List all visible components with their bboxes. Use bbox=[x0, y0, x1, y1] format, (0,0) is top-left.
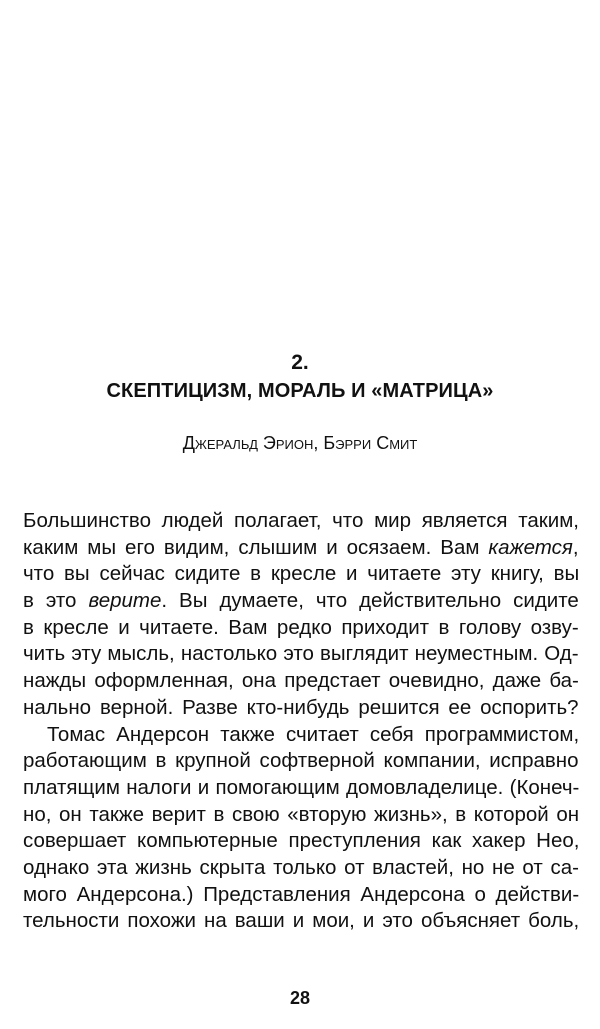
text-line bbox=[23, 508, 579, 535]
text-segment: что вы сейчас сидите в кресле и читаете эту книгу, вы bbox=[23, 562, 580, 586]
text-segment: тельности похожи на ваши и мои, и это объясняет боль, bbox=[23, 909, 580, 933]
italic-text: кажется bbox=[488, 535, 573, 559]
chapter-number: 2. bbox=[291, 351, 309, 374]
chapter-title: СКЕПТИЦИЗМ, МОРАЛЬ И «МАТРИЦА» bbox=[106, 380, 494, 402]
text-line bbox=[23, 535, 579, 562]
text-segment: чить эту мысль, настолько это выглядит неуместным. Од- bbox=[23, 642, 579, 666]
text-line bbox=[23, 908, 579, 935]
body-text bbox=[23, 508, 579, 935]
text-segment: платящим налоги и помогающим домовладелице. (Конеч- bbox=[23, 775, 580, 799]
text-line bbox=[23, 722, 579, 749]
text-segment: но, он также верит в свою «вторую жизнь», в которой он bbox=[23, 802, 580, 826]
italic-text: верите bbox=[88, 589, 162, 613]
text-segment: каким мы его видим, слышим и осязаем. Вам bbox=[23, 535, 489, 559]
text-line bbox=[23, 588, 579, 615]
text-segment: работающим в крупной софтверной компании, исправно bbox=[23, 749, 579, 773]
text-segment: однако эта жизнь скрыта только от властей, но не от са- bbox=[23, 855, 579, 879]
text-segment: мого Андерсона.) Представления Андерсона о действи- bbox=[23, 882, 580, 906]
text-line bbox=[23, 828, 579, 855]
text-line bbox=[23, 748, 579, 775]
text-segment: совершает компьютерные преступления как хакер Нео, bbox=[23, 829, 580, 853]
text-line bbox=[23, 855, 579, 882]
chapter-authors: Джеральд Эрион, Бэрри Смит bbox=[182, 433, 418, 453]
text-segment: , bbox=[572, 535, 579, 559]
text-line bbox=[23, 802, 579, 829]
text-segment: нажды оформленная, она предстает очевидно, даже ба- bbox=[23, 669, 579, 693]
text-segment: . Вы думаете, что действительно сидите bbox=[161, 589, 579, 613]
text-segment: в кресле и читаете. Вам редко приходит в голову озву- bbox=[23, 615, 579, 639]
text-line bbox=[23, 668, 579, 695]
text-segment: нально верной. Разве кто-нибудь решится ее оспорить? bbox=[23, 695, 579, 719]
text-line bbox=[23, 695, 579, 722]
text-segment: Томас Андерсон также считает себя программистом, bbox=[47, 722, 580, 746]
text-line bbox=[23, 561, 579, 588]
text-line bbox=[23, 882, 579, 909]
page-number: 28 bbox=[289, 988, 311, 1008]
text-segment: Большинство людей полагает, что мир является таким, bbox=[23, 509, 579, 532]
text-line bbox=[23, 775, 579, 802]
text-segment: в это bbox=[23, 589, 89, 613]
text-line bbox=[23, 641, 579, 668]
text-line bbox=[23, 615, 579, 642]
